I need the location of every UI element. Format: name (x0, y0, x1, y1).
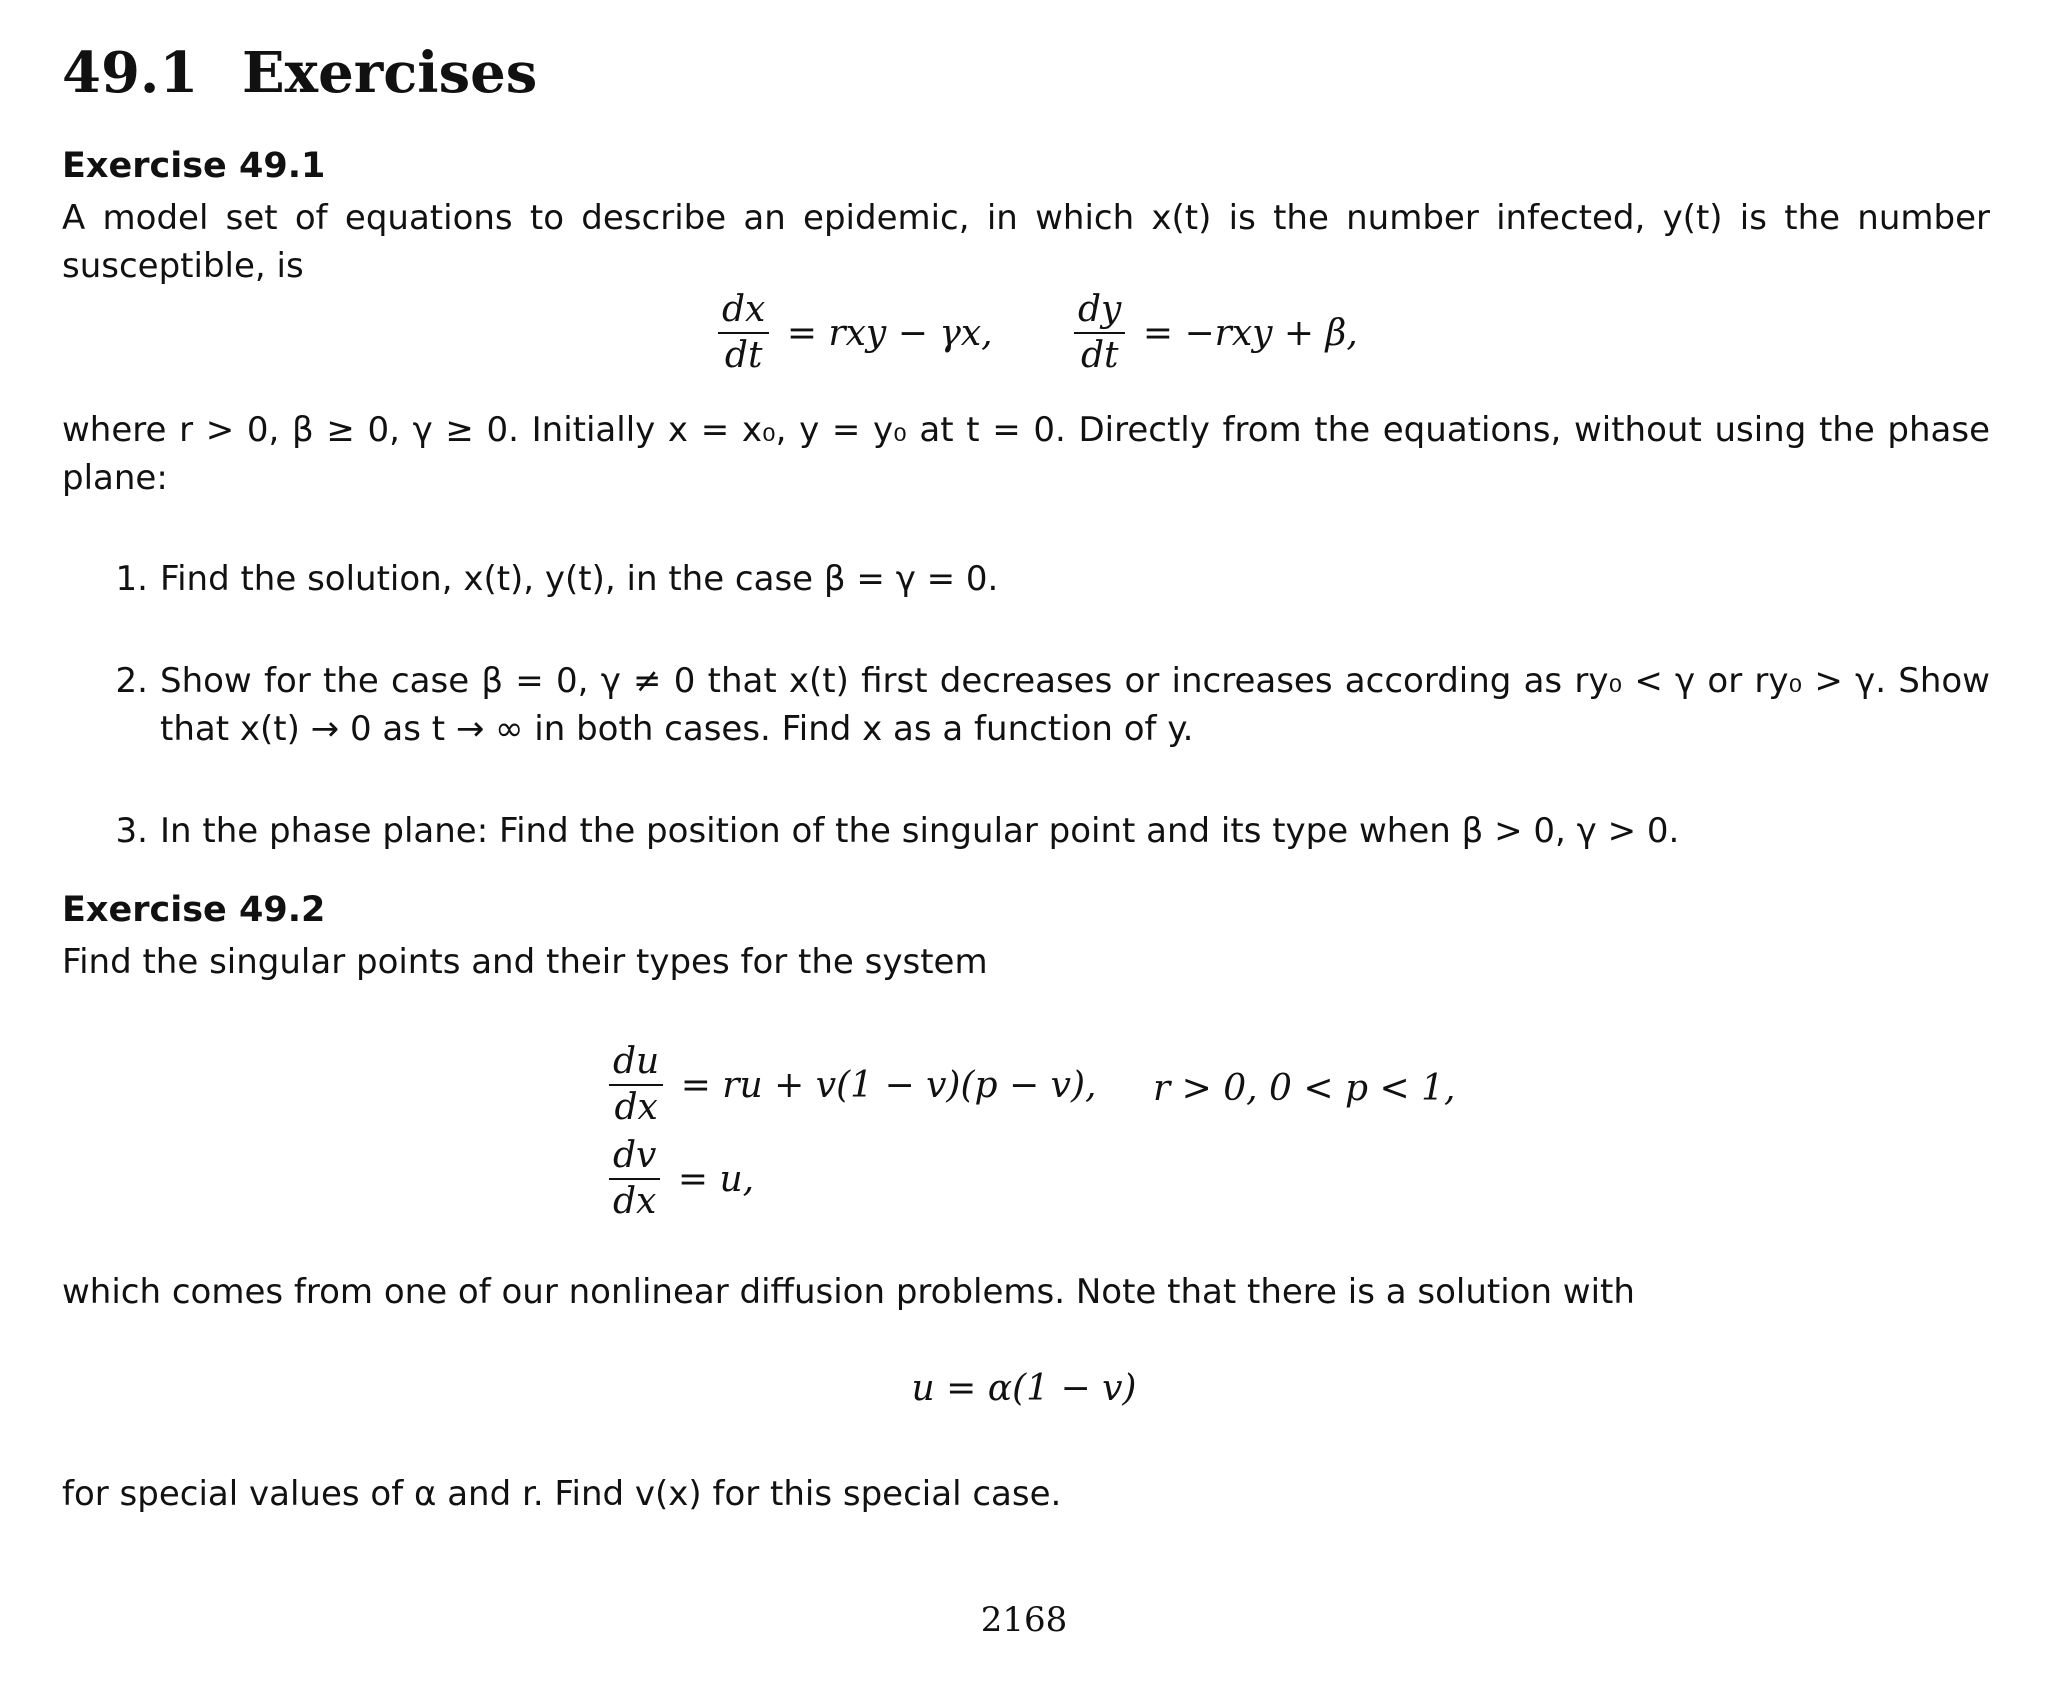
fraction-denominator: dt (718, 332, 769, 378)
fraction-dy-dt (1074, 288, 1125, 378)
fraction-numerator: dx (722, 289, 766, 330)
list-marker: 2. (115, 661, 148, 701)
list-marker: 3. (115, 811, 148, 851)
equation-conditions: r > 0, 0 < p < 1, (1153, 1068, 1456, 1109)
exercise-49-1-intro: A model set of equations to describe an epidemic, in which x(t) is the number infected, y(t) is the number susceptible, is (62, 198, 1990, 286)
equation-rhs: = u, (677, 1158, 755, 1200)
fraction-numerator: du (613, 1041, 660, 1082)
list-marker: 1. (115, 559, 148, 599)
special-solution-equation: u = α(1 − v) (911, 1368, 1137, 1409)
fraction-dx-dt (718, 288, 769, 378)
fraction-numerator: dy (1078, 289, 1122, 330)
section-title-text: Exercises (242, 40, 538, 106)
equation-rhs: = −rxy + β, (1142, 312, 1358, 354)
fraction-dv-dx (609, 1134, 660, 1224)
section-number: 49.1 (62, 40, 199, 106)
section-title (62, 40, 537, 106)
fraction-denominator: dx (609, 1084, 663, 1130)
exercise-49-2-note: which comes from one of our nonlinear diffusion problems. Note that there is a solution with (62, 1272, 1635, 1312)
equation-dx-dt (712, 288, 993, 378)
exercise-49-2-intro: Find the singular points and their types for the system (62, 942, 988, 982)
exercise-49-2-closing: for special values of α and r. Find v(x) for this special case. (62, 1474, 1062, 1514)
fraction-denominator: dx (609, 1178, 660, 1224)
equation-rhs: = ru + v(1 − v)(p − v), (680, 1064, 1097, 1106)
fraction-denominator: dt (1074, 332, 1125, 378)
equation-rhs: = rxy − γx, (786, 312, 993, 354)
equation-du-dx (603, 1040, 1096, 1130)
fraction-du-dx (609, 1040, 663, 1130)
exercise-49-2-heading: Exercise 49.2 (62, 890, 326, 930)
list-item-text: In the phase plane: Find the position of the singular point and its type when β > 0, γ > 0. (160, 811, 1680, 851)
list-item-text: Find the solution, x(t), y(t), in the case β = γ = 0. (160, 559, 999, 599)
list-item-text: Show for the case β = 0, γ ≠ 0 that x(t) first decreases or increases according as ry₀ < γ or ry₀ > γ. Show that x(t) → 0 as t → ∞ in both cases. Find x as a function of y. (160, 661, 1990, 749)
fraction-numerator: dv (613, 1135, 657, 1176)
equation-dv-dx (603, 1134, 754, 1224)
exercise-49-1-conditions: where r > 0, β ≥ 0, γ ≥ 0. Initially x = x₀, y = y₀ at t = 0. Directly from the equations, without using the phase plane: (62, 410, 1990, 498)
equation-dy-dt (1068, 288, 1358, 378)
page-number: 2168 (980, 1600, 1068, 1640)
exercise-49-1-heading: Exercise 49.1 (62, 146, 326, 186)
